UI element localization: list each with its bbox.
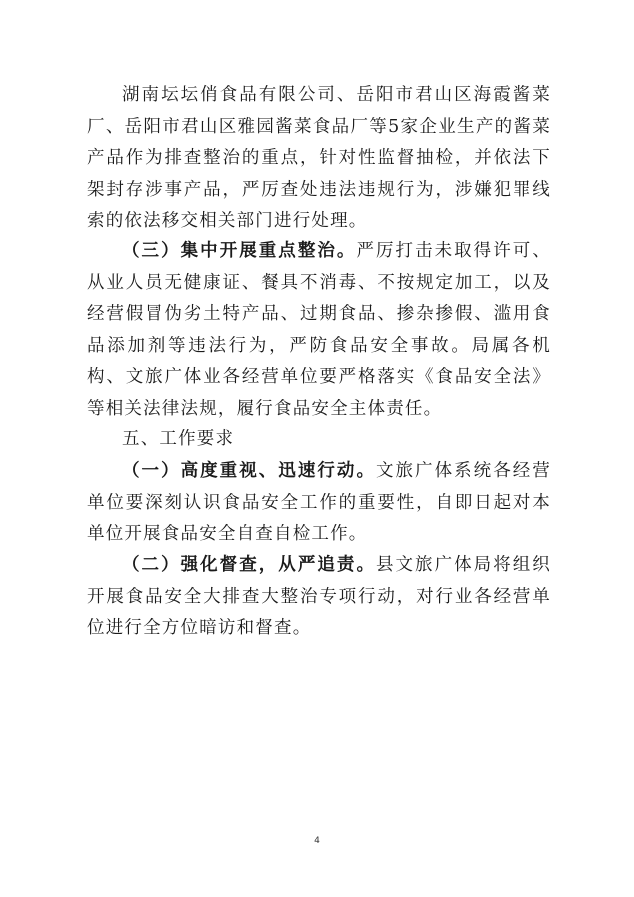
paragraph-attention-action <box>87 456 551 551</box>
subheading-3: （三）集中开展重点整治。 <box>122 241 357 261</box>
paragraph-text: 县文旅广体局将组织开展食品安全大排查大整治专项行动，对行业各经营单位进行全方位暗访和督查。 <box>87 555 551 638</box>
section-heading-5 <box>87 424 551 456</box>
paragraph-inspection-accountability <box>87 550 551 645</box>
paragraph-text: 文旅广体系统各经营单位要深刻认识食品安全工作的重要性，自即日起对本单位开展食品安全自查自检工作。 <box>87 461 551 544</box>
subheading-2: （二）强化督查，从严追责。 <box>122 555 376 575</box>
section-title: 五、工作要求 <box>122 429 235 449</box>
paragraph-text: 湖南坛坛俏食品有限公司、岳阳市君山区海霞酱菜厂、岳阳市君山区雅园酱菜食品厂等5家企业生产的酱菜产品作为排查整治的重点，针对性监督抽检，并依法下架封存涉事产品，严厉查处违法违规行为，涉嫌犯罪线索的依法移交相关部门进行处理。 <box>87 85 551 231</box>
paragraph-text: 严厉打击未取得许可、从业人员无健康证、餐具不消毒、不按规定加工，以及经营假冒伪劣土特产品、过期食品、掺杂掺假、滥用食品添加剂等违法行为，严防食品安全事故。局属各机构、文旅广体业各经营单位要严格落实《食品安全法》等相关法律法规，履行食品安全主体责任。 <box>87 241 551 419</box>
page-number: 4 <box>314 836 320 846</box>
paragraph-focused-rectification <box>87 236 551 425</box>
paragraph-key-enterprises <box>87 80 551 238</box>
subheading-1: （一）高度重视、迅速行动。 <box>122 461 376 481</box>
